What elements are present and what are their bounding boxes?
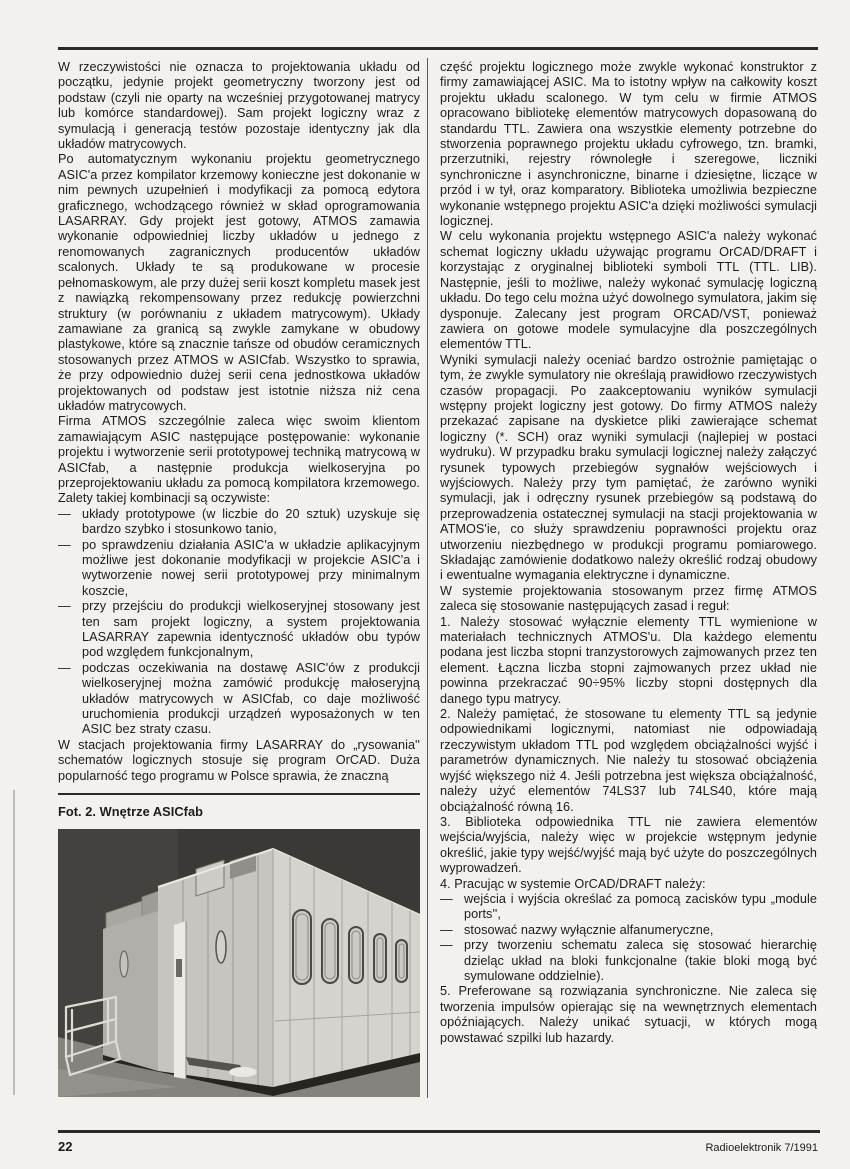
cleanroom-photo-illustration <box>58 829 420 1097</box>
list-item-text: przy tworzeniu schematu zaleca się stosować hierarchię dzieląc układ na bloki funkcjonalne (takie bloki mogą być symulowane oddzielnie). <box>464 938 817 983</box>
bottom-rule <box>58 1130 820 1133</box>
paragraph: Wyniki symulacji należy oceniać bardzo ostrożnie pamiętając o tym, że zwykle symulatory nie określają prawidłowo rzeczywistych czasów propagacji. Po zaakceptowaniu wyników symulacji wstępny projekt logiczny jest gotowy. Do firmy ATMOS należy przekazać zapisane na dyskietce pliki zawierające schemat logiczny (*. SCH) oraz wyniki symulacji (najlepiej w postaci wydruku). W przypadku braku symulacji logicznej należy załączyć rysunek typowych przebiegów sygnałów wejściowych i wyjściowych. Należy przy tym pamiętać, że zarówno wyniki symulacji, jak i odręczny rysunek przebiegów są podstawą do przeprowadzenia ostatecznej symulacji na stacji projektowania w ATMOS'ie, co służy sprawdzeniu poprawności projektu oraz utworzeniu niezbędnego w produkcji programu pomiarowego. Składając zamówienie dodatkowo należy określić rodzaj obudowy i ewentualne wymagania elektryczne i dynamiczne. <box>440 352 817 583</box>
list-item-text: wejścia i wyjścia określać za pomocą zacisków typu „module ports'', <box>464 891 817 922</box>
list-item <box>440 923 817 938</box>
paragraph: W systemie projektowania stosowanym przez firmę ATMOS zaleca się stosowanie następujących zasad i reguł: <box>440 583 817 614</box>
list-item <box>58 661 420 738</box>
paragraph: Po automatycznym wykonaniu projektu geometrycznego ASIC'a przez kompilator krzemowy konieczne jest dokonanie w nim pewnych uzupełnień i modyfikacji za pomocą edytora graficznego, wchodzącego również w skład oprogramowania LASARRAY. Gdy projekt jest gotowy, ATMOS zamawia wykonanie odpowiedniej liczby układów u jednego z renomowanych zagranicznych producentów układów scalonych. Układy te są produkowane w procesie pełnomaskowym, ale przy dużej serii koszt kompletu masek jest z nawiązką rekompensowany przez redukcję powierzchni struktury (w porównaniu z układem matrycowym). Układy zamawiane za granicą są zwykle zamykane w obudowy plastykowe, które są znacznie tańsze od obudów ceramicznych stosowanych przez ATMOS w ASICfab. Wszystko to sprawia, że przy odpowiednio dużej serii cena jednostkowa układów projektowanych od podstaw jest istotnie niższa niż cena układów matrycowych. <box>58 152 420 413</box>
list-item-text: układy prototypowe (w liczbie do 20 sztuk) uzyskuje się bardzo szybko i stosunkowo tanio, <box>82 506 420 537</box>
paragraph: W celu wykonania projektu wstępnego ASIC'a należy wykonać schemat logiczny układu używając programu OrCAD/DRAFT i korzystając z oryginalnej biblioteki symboli TTL (TTL. LIB). Następnie, jeśli to możliwe, należy wykonać symulację logiczną układu. Do tego celu można użyć dowolnego symulatora, jakim się dysponuje. Zalecany jest program ORCAD/VST, ponieważ zawiera on gotowe modele symulacyjne dla poszczególnych elementów TTL. <box>440 229 817 352</box>
dash-marker: — <box>440 922 453 937</box>
column-divider <box>427 58 428 1098</box>
numbered-item: 4. Pracując w systemie OrCAD/DRAFT należy: <box>440 876 706 891</box>
numbered-item: 2. Należy pamiętać, że stosowane tu elementy TTL są jedynie odpowiednikami logicznymi, natomiast nie odpowiadają rzeczywistym układom TTL pod względem obciążalności wyjść i parametrów dynamicznych. Nie należy tu stosować obciążenia wyjść większego niż 4. Jeśli potrzebna jest większa obciążalność, należy użyć elementów 74LS37 lub 74LS40, które mają obciążalność równą 16. <box>440 707 817 814</box>
list-item <box>440 938 817 984</box>
dash-marker: — <box>58 506 71 521</box>
paragraph: W stacjach projektowania firmy LASARRAY do „rysowania'' schematów logicznych stosuje się program OrCAD. Duża popularność tego programu w Polsce sprawia, że znaczną <box>58 737 420 783</box>
list-item <box>58 538 420 600</box>
scan-artifact-line <box>13 790 15 1095</box>
page-number: 22 <box>58 1139 73 1154</box>
paragraph: W rzeczywistości nie oznacza to projektowania układu od początku, jedynie projekt geometryczny tworzony jest od podstaw (czyli nie oparty na wcześniej przygotowanej matrycy lub komórce standardowej). Sam projekt logiczny wraz z symulacją i generacją testów pozostaje identyczny jak dla układów matrycowych. <box>58 60 420 152</box>
asicfab-photo <box>58 829 420 1097</box>
dash-marker: — <box>440 891 453 906</box>
numbered-item: 5. Preferowane są rozwiązania synchroniczne. Nie zaleca się tworzenia impulsów opierając się na wewnętrznych elementach opóźniających. Należy unikać sytuacji, w których mogą powstawać szpilki lub hazardy. <box>440 984 817 1045</box>
journal-name: Radioelektronik 7/1991 <box>705 1142 818 1154</box>
dash-marker: — <box>58 599 71 614</box>
caption-rule <box>58 793 420 795</box>
paragraph: część projektu logicznego może zwykle wykonać konstruktor z firmy zamawiającej ASIC. Ma to istotny wpływ na całkowity koszt projektu układu scalonego. W tym celu w firmie ATMOS opracowano bibliotekę elementów matrycowych dopasowaną do standardu TTL. Zawiera ona wszystkie elementy potrzebne do stworzenia poprawnego projektu układu cyfrowego, tzn. bramki, przerzutniki, rejestry równoległe i szeregowe, liczniki synchroniczne i asynchroniczne, binarne i dziesiętne, liczące w przód i w tył, oraz komparatory. Biblioteka umożliwia bezpieczne wykonanie wstępnego projektu ASIC'a dzięki możliwości symulacji logicznej. <box>440 60 817 229</box>
photo-caption: Fot. 2. Wnętrze ASICfab <box>58 804 204 820</box>
list-item-text: po sprawdzeniu działania ASIC'a w układzie aplikacyjnym możliwe jest dokonanie modyfikacji w projekcie ASIC'a i wytworzenie nowej serii prototypowej przy minimalnym koszcie, <box>82 537 420 598</box>
numbered-item: 3. Biblioteka odpowiednika TTL nie zawiera elementów wejścia/wyjścia, należy więc w projekcie wstępnym jedynie określić, jakie typy wejść/wyjść mają być użyte do poszczególnych wyprowadzeń. <box>440 814 817 876</box>
list-item <box>440 892 817 923</box>
list-item-text: podczas oczekiwania na dostawę ASIC'ów z produkcji wielkoseryjnej można zamówić produkcję małoseryjną układów matrycowych w ASICfab, co daje możliwość uruchomienia produkcji urządzeń wyposażonych w ten ASIC bez straty czasu. <box>82 660 420 737</box>
list-item <box>58 507 420 538</box>
list-item-text: przy przejściu do produkcji wielkoseryjnej stosowany jest ten sam projekt logiczny, a system projektowania LASARRAY zapewnia identyczność układów obu typów pod względem funkcjonalnym, <box>82 599 420 660</box>
top-rule <box>58 47 818 50</box>
left-column <box>58 60 420 1097</box>
dash-marker: — <box>58 660 71 675</box>
list-item-text: stosować nazwy wyłącznie alfanumeryczne, <box>464 922 714 937</box>
right-column <box>440 60 817 1046</box>
dash-marker: — <box>440 938 453 953</box>
dash-marker: — <box>58 537 71 552</box>
numbered-item: 1. Należy stosować wyłącznie elementy TTL wymienione w materiałach technicznych ATMOS'u. Dla każdego elementu podana jest liczba stopni tranzystorowych zajmowanych przez ten element. Łączna liczba stopni zajmowanych przez układ nie powinna przekraczać 90÷95% liczby stopni dostępnych dla danego typu matrycy. <box>440 614 817 706</box>
paragraph: Firma ATMOS szczególnie zaleca więc swoim klientom zamawiającym ASIC następujące postępowanie: wykonanie projektu i wytworzenie serii prototypowej techniką matrycową w ASICfab, a następnie produkcja wielkoseryjna po przeprojektowaniu układu za pomocą kompilatora krzemowego. Zalety takiej kombinacji są oczywiste: <box>58 414 420 506</box>
list-item <box>58 599 420 661</box>
